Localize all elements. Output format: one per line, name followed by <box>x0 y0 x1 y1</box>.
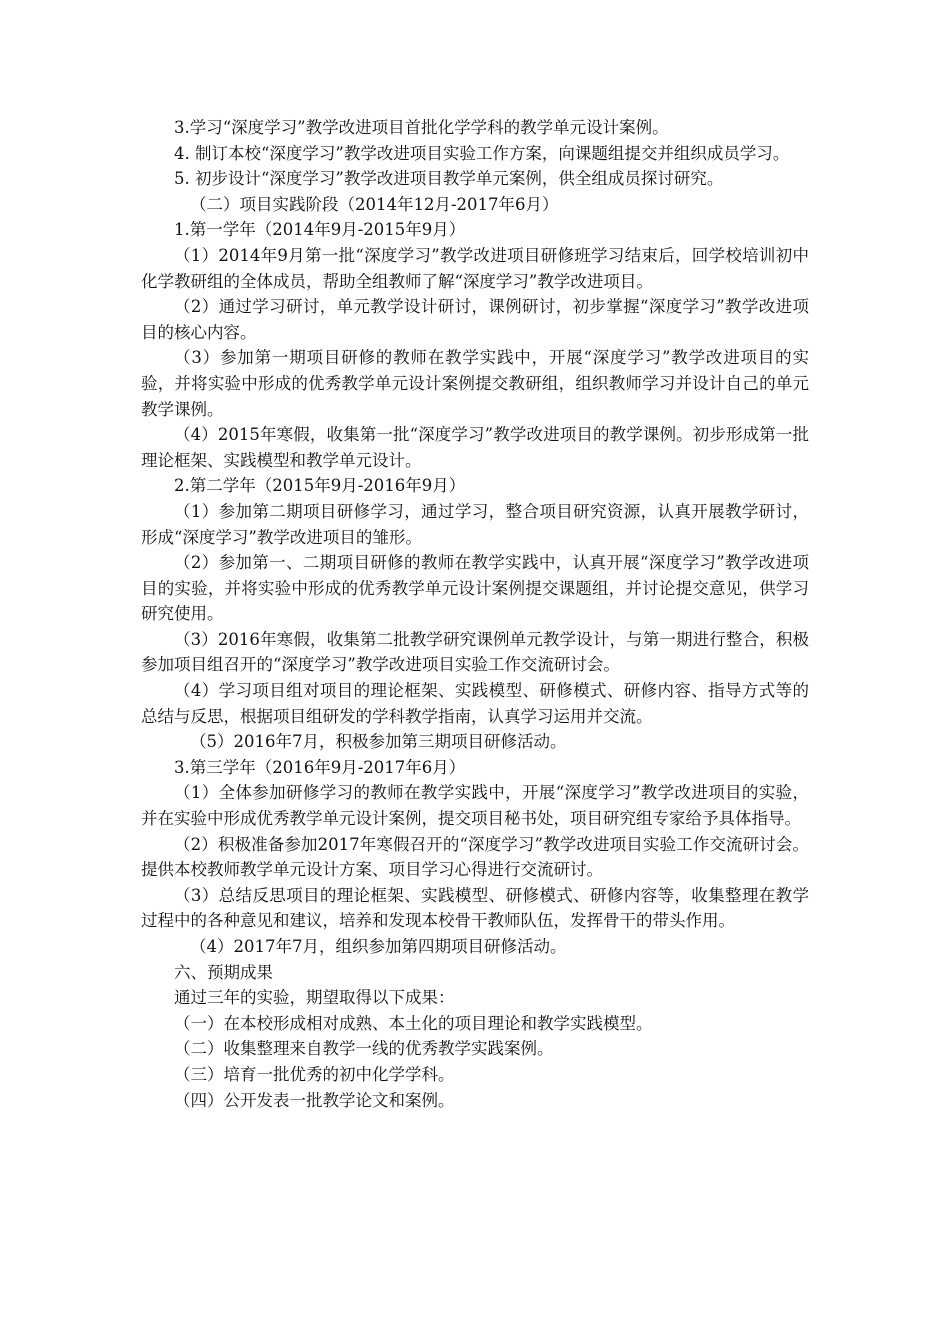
paragraph-results-intro: 通过三年的实验，期望取得以下成果： <box>174 988 455 1008</box>
paragraph-year2-item-1: （1）参加第二期项目研修学习，通过学习，整合项目研究资源，认真开展教学研讨，形成“深度学习”教学改进项目的雏形。 <box>141 501 809 547</box>
subheading-second-year: 2.第二学年（2015年9月-2016年9月） <box>174 476 466 496</box>
paragraph-year1-item-4: （4）2015年寒假，收集第一批“深度学习”教学改进项目的教学课例。初步形成第一批理论框架、实践模型和教学单元设计。 <box>141 425 809 470</box>
paragraph-item-4: 4. 制订本校“深度学习”教学改进项目实验工作方案，向课题组提交并组织成员学习。 <box>174 143 790 163</box>
result-item-2: （二）收集整理来自教学一线的优秀教学实践案例。 <box>174 1039 554 1059</box>
paragraph-year2-item-3: （3）2016年寒假，收集第二批教学研究课例单元教学设计，与第一期进行整合，积极参加项目组召开的“深度学习”教学改进项目实验工作交流研讨会。 <box>141 629 809 675</box>
subheading-first-year: 1.第一学年（2014年9月-2015年9月） <box>174 220 466 240</box>
paragraph-item-3: 3.学习“深度学习”教学改进项目首批化学学科的教学单元设计案例。 <box>174 118 669 137</box>
paragraph-year3-item-1: （1）全体参加研修学习的教师在教学实践中，开展“深度学习”教学改进项目的实验，并在实验中形成优秀教学单元设计案例，提交项目秘书处，项目研究组专家给予具体指导。 <box>141 783 809 829</box>
paragraph-year3-item-2: （2）积极准备参加2017年寒假召开的“深度学习”教学改进项目实验工作交流研讨会。提供本校教师教学单元设计方案、项目学习心得进行交流研讨。 <box>141 834 809 880</box>
paragraph-item-5: 5. 初步设计“深度学习”教学改进项目教学单元案例，供全组成员探讨研究。 <box>174 169 724 189</box>
result-item-1: （一）在本校形成相对成熟、本土化的项目理论和教学实践模型。 <box>174 1013 653 1033</box>
paragraph-year3-item-3: （3）总结反思项目的理论框架、实践模型、研修模式、研修内容等，收集整理在教学过程中的各种意见和建议，培养和发现本校骨干教师队伍，发挥骨干的带头作用。 <box>141 885 809 931</box>
paragraph-year1-item-1: （1）2014年9月第一批“深度学习”教学改进项目研修班学习结束后，回学校培训初中化学教研组的全体成员，帮助全组教师了解“深度学习”教学改进项目。 <box>141 245 809 291</box>
result-item-3: （三）培育一批优秀的初中化学学科。 <box>174 1064 455 1084</box>
document-body <box>141 115 809 1113</box>
paragraph-year2-item-2: （2）参加第一、二期项目研修的教师在教学实践中，认真开展“深度学习”教学改进项目的实验，并将实验中形成的优秀教学单元设计案例提交课题组，并讨论提交意见，供学习研究使用。 <box>141 553 809 624</box>
subheading-third-year: 3.第三学年（2016年9月-2017年6月） <box>174 757 466 777</box>
paragraph-year2-item-5: （5）2016年7月，积极参加第三期项目研修活动。 <box>190 732 567 752</box>
paragraph-year1-item-3: （3）参加第一期项目研修的教师在教学实践中，开展“深度学习”教学改进项目的实验，并将实验中形成的优秀教学单元设计案例提交教研组，组织教师学习并设计自己的单元教学课例。 <box>141 348 809 419</box>
section-heading-practice-stage: （二）项目实践阶段（2014年12月-2017年6月） <box>190 194 559 214</box>
paragraph-year1-item-2: （2）通过学习研讨，单元教学设计研讨，课例研讨，初步掌握“深度学习”教学改进项目的核心内容。 <box>141 297 809 342</box>
section-heading-expected-results: 六、预期成果 <box>174 962 273 982</box>
paragraph-year3-item-4: （4）2017年7月，组织参加第四期项目研修活动。 <box>190 937 567 956</box>
paragraph-year2-item-4: （4）学习项目组对项目的理论框架、实践模型、研修模式、研修内容、指导方式等的总结与反思，根据项目组研发的学科教学指南，认真学习运用并交流。 <box>141 681 809 726</box>
result-item-4: （四）公开发表一批教学论文和案例。 <box>174 1090 455 1110</box>
